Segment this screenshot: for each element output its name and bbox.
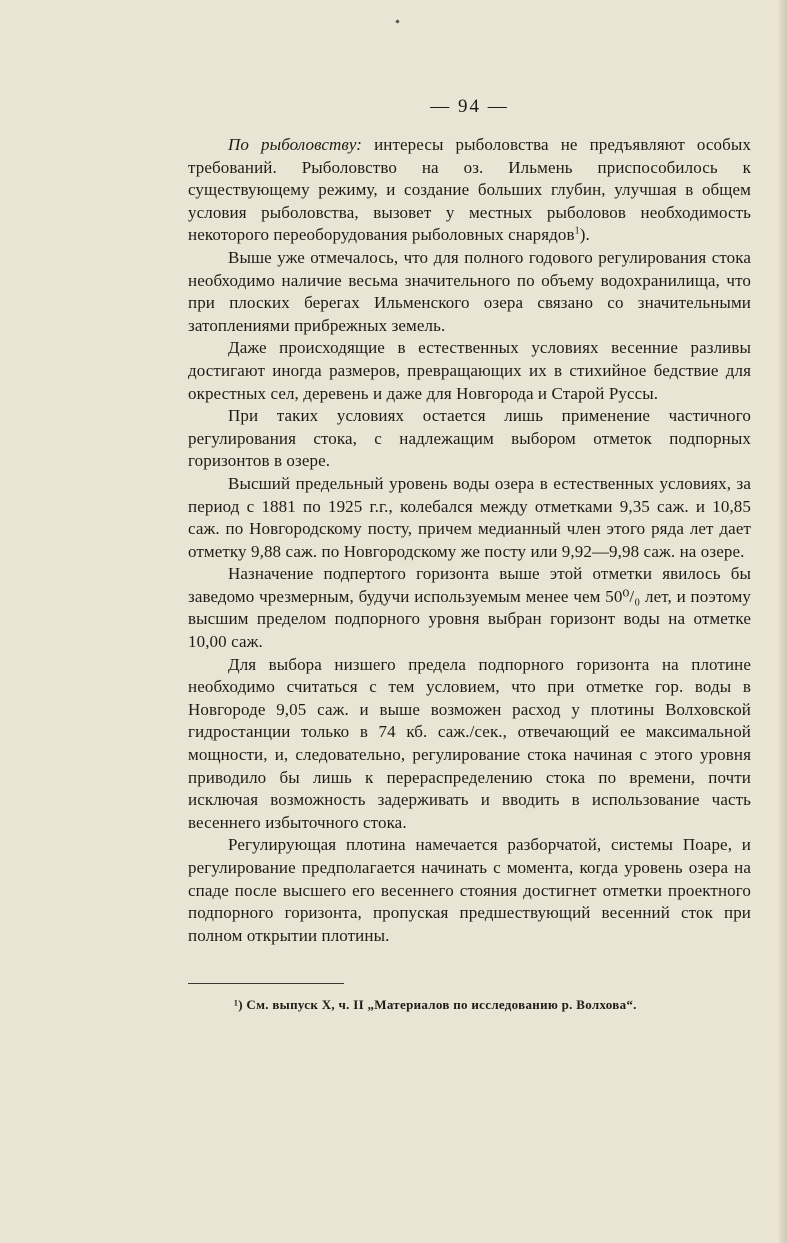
footnote-divider xyxy=(188,983,344,984)
paragraph: Выше уже отмечалось, что для полного годового регулирования стока необходимо наличие весьма значительного по объему водохранилища, что при плоских берегах Ильменского озера связано со значительными затоплениями прибрежных земель. xyxy=(188,247,751,335)
paragraph: Даже происходящие в естественных условиях весенние разливы достигают иногда размеров, превращающих их в стихийное бедствие для окрестных сел, деревень и даже для Новгорода и Старой Руссы. xyxy=(188,338,751,403)
footnote-ref: 1 xyxy=(574,225,580,237)
document-page xyxy=(188,96,751,1014)
paragraph: При таких условиях остается лишь применение частичного регулирования стока, с надлежащим выбором отметок подпорных горизонтов в озере. xyxy=(188,406,751,471)
page-edge xyxy=(779,0,787,1243)
paragraph-fishery xyxy=(188,134,751,247)
paragraph: Регулирующая плотина намечается разборчатой, системы Поаре, и регулирование предполагается начинать с момента, когда уровень озера на спаде после высшего его весеннего стояния достигнет отметки проектного подпорного горизонта, пропуская предшествующий весенний сток при полном открытии плотины. xyxy=(188,835,751,945)
print-mark xyxy=(395,19,399,23)
paragraph-lead: По рыболовству: xyxy=(228,135,363,154)
paragraph: Высший предельный уровень воды озера в естественных условиях, за период с 1881 по 1925 г.г., колебался между отметками 9,35 саж. и 10,85 саж. по Новгородскому посту, причем медианный член этого ряда лет дает отметку 9,88 саж. по Новгородскому же посту или 9,92—9,98 саж. на озере. xyxy=(188,473,751,561)
page-number: — 94 — xyxy=(430,96,509,117)
paragraph-text: интересы рыболовства не предъявляют особых требований. Рыболовство на оз. Ильмень приспособилось к существующему режиму, и создание больших глубин, улучшая в общем условия рыболовства, вызовет у местных рыболовов необходимость некоторого переоборудования рыболовных снарядов xyxy=(188,135,752,245)
paragraph-tail: ). xyxy=(579,225,590,245)
footnote: ¹) См. выпуск X, ч. II „Материалов по исследованию р. Волхова“. xyxy=(234,997,637,1013)
paragraph: Для выбора низшего предела подпорного горизонта на плотине необходимо считаться с тем условием, что при отметке гор. воды в Новгороде 9,05 саж. и выше возможен расход у плотины Волховской гидростанции только в 74 кб. саж./сек., отвечающий ее максимальной мощности, и, следовательно, регулирование стока начиная с этого уровня приводило бы лишь к перераспределению стока по времени, почти исключая возможность задерживать и вводить в использование часть весеннего избыточного стока. xyxy=(188,654,751,832)
paragraph: Назначение подпертого горизонта выше этой отметки явилось бы заведомо чрезмерным, будучи используемым менее чем 50⁰/₀ лет, и поэтому высшим пределом подпорного уровня выбран горизонт воды на отметке 10,00 саж. xyxy=(188,564,751,652)
